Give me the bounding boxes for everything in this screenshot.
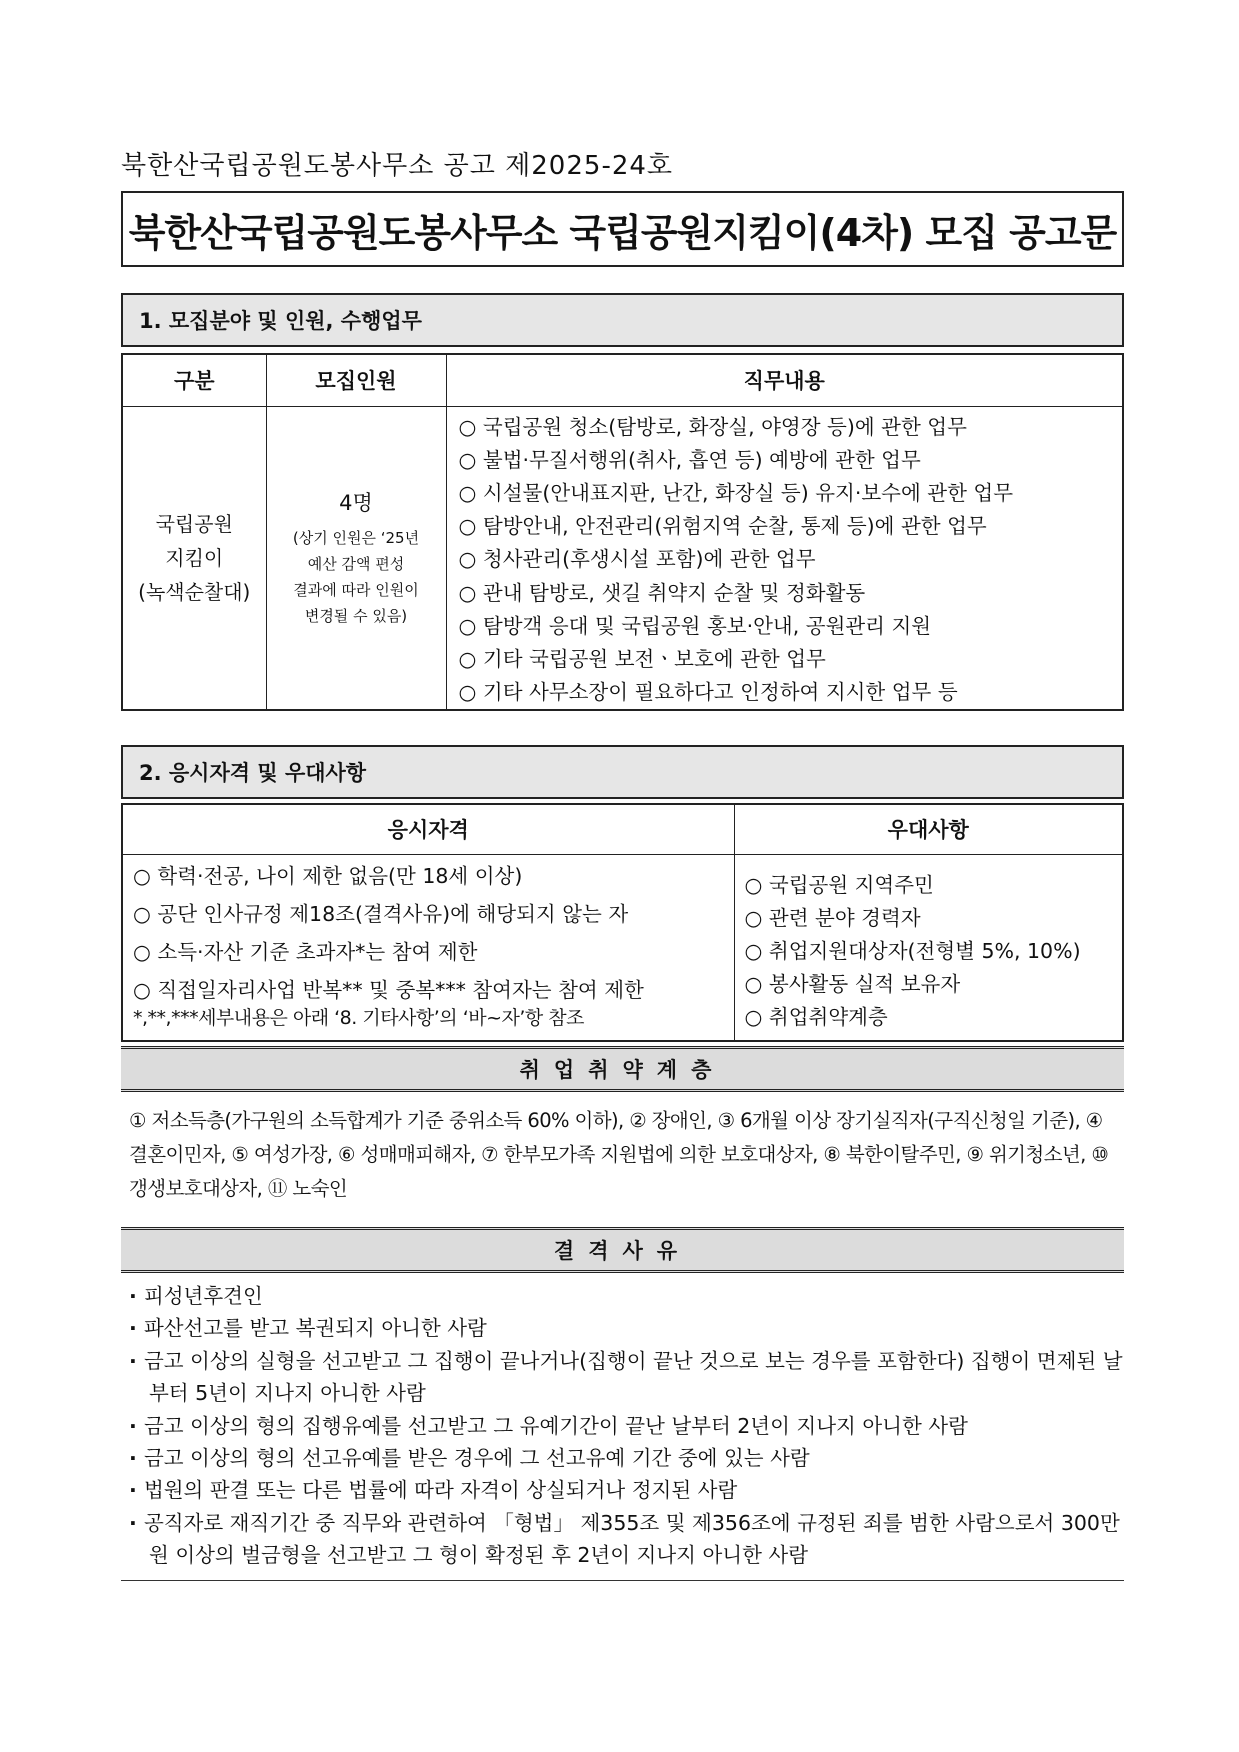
headcount-note-line: 예산 감액 편성 (307, 554, 405, 573)
headcount-note-line: 결과에 따라 인원이 (293, 580, 419, 599)
list-item: ○ 소득·자산 기준 초과자*는 참여 제한 (133, 933, 734, 971)
list-item: ○ 관내 탐방로, 샛길 취약지 순찰 및 정화활동 (459, 577, 1123, 610)
headcount-note-line: 변경될 수 있음) (304, 606, 408, 625)
qualifications-cell (122, 854, 734, 1041)
list-item: ○ 취업취약계층 (745, 1001, 1123, 1034)
disqualification-list (129, 1280, 1124, 1572)
headcount-cell (266, 406, 446, 710)
list-item: ○ 청사관리(후생시설 포함)에 관한 업무 (459, 543, 1123, 576)
headcount-note (267, 525, 446, 629)
list-item: · 금고 이상의 실형을 선고받고 그 집행이 끝나거나(집행이 끝난 것으로 보는 경우를 포함한다) 집행이 면제된 날부터 5년이 지나지 아니한 사람 (129, 1345, 1124, 1410)
list-item: ○ 봉사활동 실적 보유자 (745, 968, 1123, 1001)
disqualification-heading: 결격사유 (121, 1227, 1124, 1273)
preference-list (745, 869, 1123, 1034)
page-title: 북한산국립공원도봉사무소 국립공원지킴이(4차) 모집 공고문 (121, 191, 1124, 267)
qualification-table (121, 803, 1124, 1042)
table-header-row (122, 804, 1123, 854)
notice-number: 북한산국립공원도봉사무소 공고 제2025-24호 (121, 151, 674, 181)
list-item: ○ 탐방객 응대 및 국립공원 홍보·안내, 공원관리 지원 (459, 610, 1123, 643)
headcount-value: 4명 (339, 490, 373, 515)
list-item: · 피성년후견인 (129, 1280, 1124, 1312)
division-line: (녹색순찰대) (138, 579, 251, 604)
section2-heading: 2. 응시자격 및 우대사항 (121, 745, 1124, 799)
list-item: · 금고 이상의 형의 집행유예를 선고받고 그 유예기간이 끝난 날부터 2년이 지나지 아니한 사람 (129, 1410, 1124, 1442)
list-item: · 공직자로 재직기간 중 직무와 관련하여 「형법」 제355조 및 제356조에 규정된 죄를 범한 사람으로서 300만원 이상의 벌금형을 선고받고 그 형이 확정된 후 2년이 지나지 아니한 사람 (129, 1507, 1124, 1572)
bottom-divider (121, 1580, 1124, 1581)
list-item: ○ 시설물(안내표지판, 난간, 화장실 등) 유지·보수에 관한 업무 (459, 477, 1123, 510)
list-item: · 금고 이상의 형의 선고유예를 받은 경우에 그 선고유예 기간 중에 있는 사람 (129, 1442, 1124, 1474)
list-item: ○ 취업지원대상자(전형별 5%, 10%) (745, 935, 1123, 968)
table-row (122, 854, 1123, 1041)
section1-heading: 1. 모집분야 및 인원, 수행업무 (121, 293, 1124, 347)
qualification-note: *,**,***세부내용은 아래 ‘8. 기타사항’의 ‘바~자’항 참조 (133, 1006, 585, 1029)
col-preferences: 우대사항 (734, 804, 1123, 854)
col-duties: 직무내용 (446, 354, 1123, 406)
list-item: ○ 공단 인사규정 제18조(결격사유)에 해당되지 않는 자 (133, 895, 734, 933)
table-row (122, 406, 1123, 710)
list-item: ○ 불법·무질서행위(취사, 흡연 등) 예방에 관한 업무 (459, 444, 1123, 477)
list-item: · 파산선고를 받고 복권되지 아니한 사람 (129, 1312, 1124, 1344)
list-item: ○ 학력·전공, 나이 제한 없음(만 18세 이상) (133, 857, 734, 895)
preferences-cell (734, 854, 1123, 1041)
duty-list (459, 411, 1123, 710)
qualification-list (133, 857, 734, 1009)
list-item: ○ 관련 분야 경력자 (745, 902, 1123, 935)
col-division: 구분 (122, 354, 266, 406)
division-line: 지킴이 (165, 545, 224, 570)
list-item: ○ 기타 국립공원 보전ㆍ보호에 관한 업무 (459, 643, 1123, 676)
list-item: ○ 국립공원 청소(탐방로, 화장실, 야영장 등)에 관한 업무 (459, 411, 1123, 444)
col-headcount: 모집인원 (266, 354, 446, 406)
list-item: ○ 국립공원 지역주민 (745, 869, 1123, 902)
list-item: · 법원의 판결 또는 다른 법률에 따라 자격이 상실되거나 정지된 사람 (129, 1474, 1124, 1506)
list-item: ○ 기타 사무소장이 필요하다고 인정하여 지시한 업무 등 (459, 676, 1123, 709)
vulnerable-heading: 취업취약계층 (121, 1046, 1124, 1092)
division-cell (122, 406, 266, 710)
list-item: ○ 탐방안내, 안전관리(위험지역 순찰, 통제 등)에 관한 업무 (459, 510, 1123, 543)
duties-cell (446, 406, 1123, 710)
vulnerable-text: ① 저소득층(가구원의 소득합계가 기준 중위소득 60% 이하), ② 장애인, ③ 6개월 이상 장기실직자(구직신청일 기준), ④ 결혼이민자, ⑤ 여성가장, ⑥ 성매매피해자, ⑦ 한부모가족 지원법에 의한 보호대상자, ⑧ 북한이탈주민, ⑨ 위기청소년, ⑩ 갱생보호대상자, ⑪ 노숙인 (129, 1109, 1109, 1200)
recruitment-table (121, 353, 1124, 711)
list-item: ○ 직접일자리사업 반복** 및 중복*** 참여자는 참여 제한 (133, 971, 734, 1009)
col-qualifications: 응시자격 (122, 804, 734, 854)
headcount-note-line: (상기 인원은 ‘25년 (292, 528, 420, 547)
division-line: 국립공원 (155, 511, 233, 536)
table-header-row (122, 354, 1123, 406)
